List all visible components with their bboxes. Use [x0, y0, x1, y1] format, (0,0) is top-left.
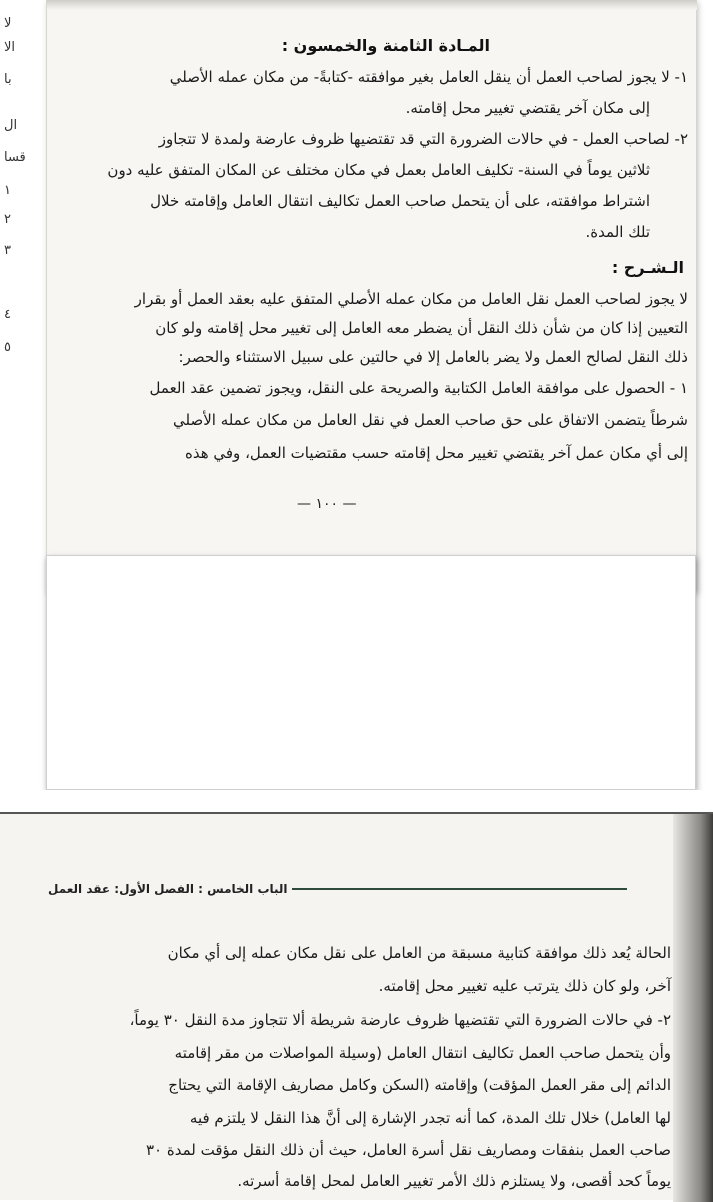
- explanation-heading: الـشـرح :: [611, 258, 684, 277]
- text-line: آخر، ولو كان ذلك يترتب عليه تغيير محل إقامته.: [378, 977, 671, 995]
- text-line: إلى أي مكان عمل آخر يقتضي تغيير محل إقامته حسب مقتضيات العمل، وفي هذه: [184, 444, 688, 462]
- margin-fragment: ٤: [4, 307, 11, 322]
- margin-fragment: ١: [4, 183, 11, 198]
- text-line: ثلاثين يوماً في السنة- تكليف العامل بعمل في مكان مختلف عن المكان المتفق عليه دون: [107, 161, 650, 179]
- page-number: — ١٠٠ —: [297, 496, 357, 512]
- margin-fragment: ٥: [4, 340, 11, 355]
- book-spine-shadow: [673, 814, 713, 1202]
- margin-fragment: با: [4, 72, 12, 87]
- text-line: الحالة يُعد ذلك موافقة كتابية مسبقة من العامل على نقل مكان عمله إلى أي مكان: [167, 944, 671, 962]
- article-heading: المـادة الثامنة والخمسون :: [281, 36, 490, 55]
- book-page-bottom: [0, 812, 713, 1200]
- left-margin-fragment: [0, 0, 46, 560]
- text-line: اشتراط موافقته، على أن يتحمل صاحب العمل تكاليف انتقال العامل وإقامته خلال: [150, 192, 650, 210]
- text-line: التعيين إذا كان من شأن ذلك النقل أن يضطر معه العامل إلى تغيير محل إقامته ولو كان: [155, 319, 688, 337]
- text-line: إلى مكان آخر يقتضي تغيير محل إقامته.: [405, 99, 650, 117]
- book-page-top: [46, 0, 696, 592]
- margin-fragment: ٢: [4, 212, 11, 227]
- text-line: وأن يتحمل صاحب العمل تكاليف انتقال العامل (وسيلة المواصلات من مقر إقامته: [174, 1044, 671, 1062]
- text-line: الدائم إلى مقر العمل المؤقت) وإقامته (السكن وكامل مصاريف الإقامة التي يحتاج: [168, 1076, 671, 1094]
- text-line: لها العامل) خلال تلك المدة، كما أنه تجدر الإشارة إلى أنَّ هذا النقل لا يلتزم فيه: [189, 1109, 671, 1127]
- text-line: ذلك النقل لصالح العمل ولا يضر بالعامل إلا في حالتين على سبيل الاستثناء والحصر:: [178, 348, 688, 366]
- text-line: ٢- في حالات الضرورة التي تقتضيها ظروف عارضة شريطة ألا تتجاوز مدة النقل ٣٠ يوماً،: [129, 1011, 671, 1029]
- text-line: ٢- لصاحب العمل - في حالات الضرورة التي قد تقتضيها ظروف عارضة ولمدة لا تتجاوز: [158, 130, 688, 148]
- header-rule: [292, 888, 627, 890]
- text-line: ١- لا يجوز لصاحب العمل أن ينقل العامل بغير موافقته -كتابةً- من مكان عمله الأصلي: [169, 68, 688, 86]
- page-top-shadow: [47, 0, 697, 10]
- divider-gap: [0, 790, 713, 812]
- text-line: لا يجوز لصاحب العمل نقل العامل من مكان عمله الأصلي المتفق عليه بعقد العمل أو بقرار: [134, 290, 688, 308]
- margin-fragment: قسا: [4, 150, 26, 165]
- chapter-header: الباب الخامس : الفصل الأول: عقد العمل: [48, 882, 288, 896]
- text-line: تلك المدة.: [585, 223, 650, 241]
- margin-fragment: ال: [4, 118, 18, 133]
- margin-fragment: ٣: [4, 243, 11, 258]
- margin-fragment: لا: [4, 16, 12, 31]
- text-line: ١ - الحصول على موافقة العامل الكتابية والصريحة على النقل، ويجوز تضمين عقد العمل: [149, 379, 688, 397]
- text-line: صاحب العمل بنفقات ومصاريف نقل أسرة العامل، حيث أن ذلك النقل مؤقت لمدة ٣٠: [145, 1141, 671, 1159]
- blank-paper-area: [46, 555, 696, 790]
- text-line: شرطاً يتضمن الاتفاق على حق صاحب العمل في نقل العامل من مكان عمله الأصلي: [173, 411, 688, 429]
- text-line: يوماً كحد أقصى، ولا يستلزم ذلك الأمر تغيير العامل لمحل إقامة أسرته.: [237, 1172, 671, 1190]
- margin-fragment: الا: [4, 40, 16, 55]
